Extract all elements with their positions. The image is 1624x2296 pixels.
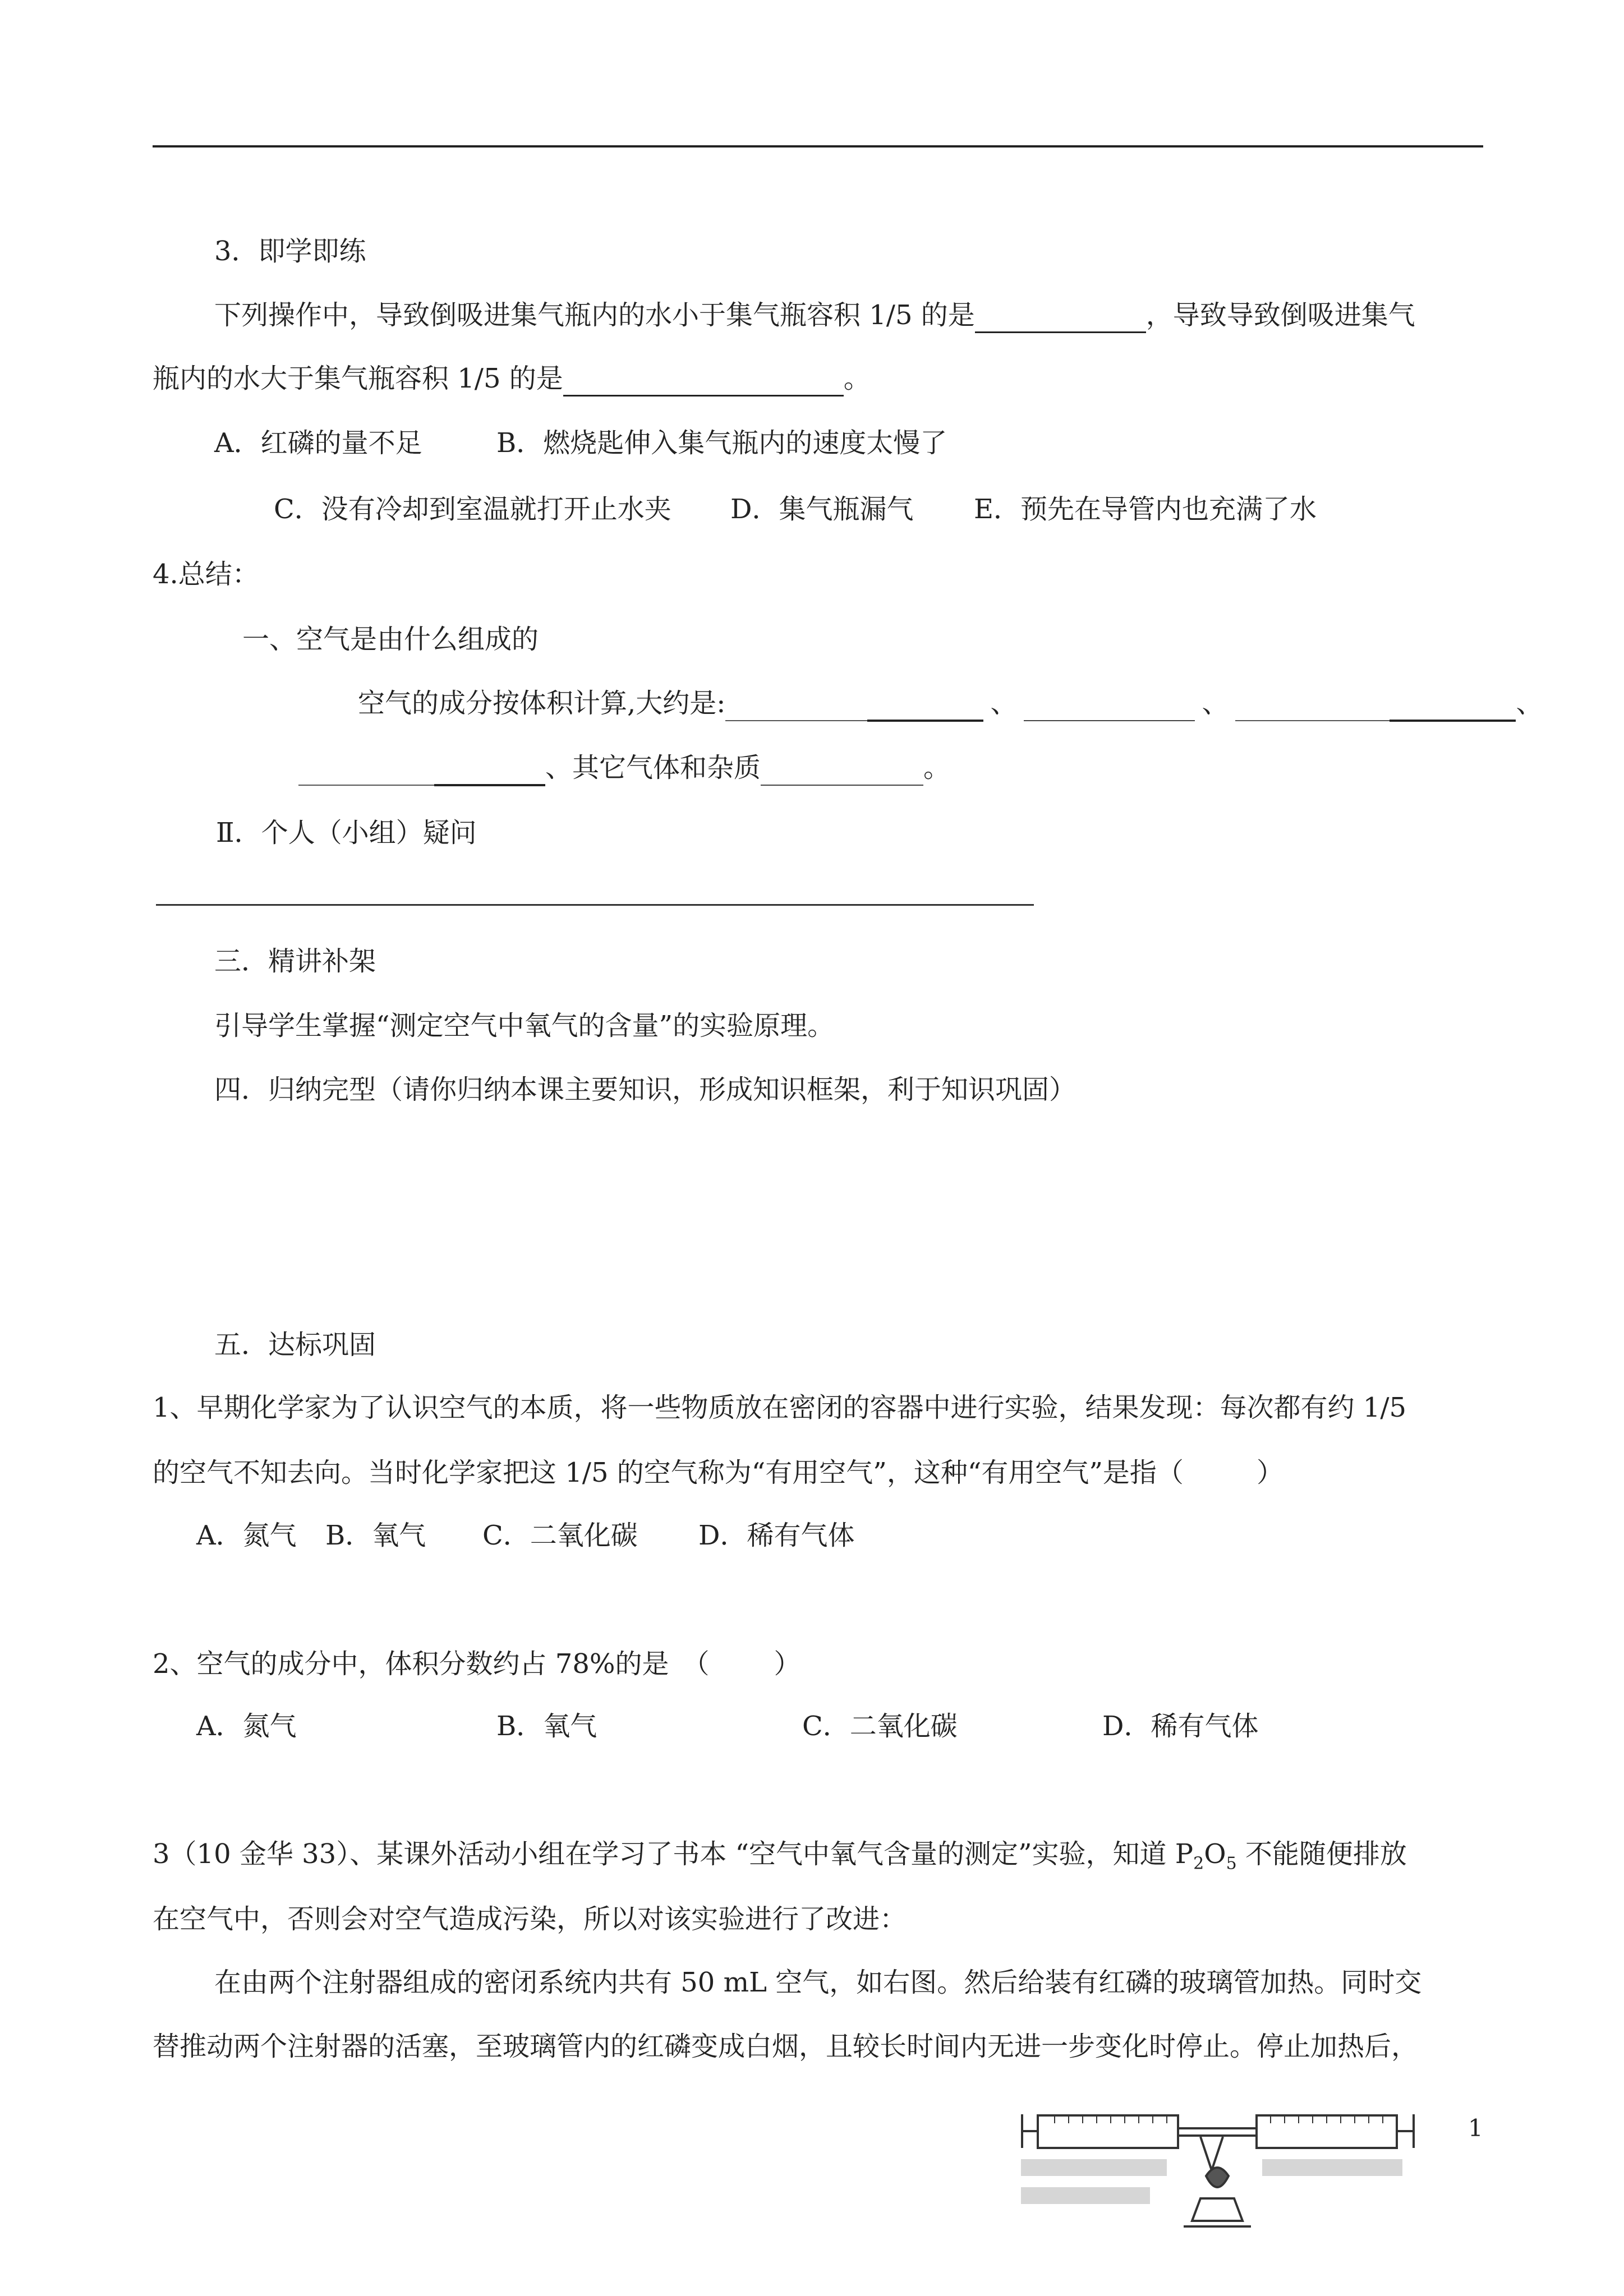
q3-subscript-2: 5 bbox=[1226, 1854, 1237, 1874]
section-3-option-c: C．没有冷却到室温就打开止水夹 bbox=[274, 494, 671, 525]
q1-option-a: A．氮气 bbox=[196, 1520, 297, 1551]
section-4-fill-line2 bbox=[298, 750, 950, 786]
answer-blank-7[interactable] bbox=[761, 757, 923, 786]
q3-line4: 替推动两个注射器的活塞，至玻璃管内的红磷变成白烟，且较长时间内无进一步变化时停止。停止加热后， bbox=[153, 2031, 1419, 2062]
section-si-heading: 四．归纳完型（请你归纳本课主要知识，形成知识框架，利于知识巩固） bbox=[214, 1074, 1076, 1105]
section-3-question-line1 bbox=[214, 297, 1415, 333]
answer-blank-3[interactable] bbox=[725, 692, 983, 721]
q1-line2 bbox=[153, 1455, 1283, 1491]
q1-text-end: ） bbox=[1256, 1457, 1283, 1488]
q1-line1: 1、早期化学家为了认识空气的本质，将一些物质放在密闭的容器中进行实验，结果发现：每次都有约 1/5 bbox=[153, 1392, 1407, 1423]
q2-option-a: A．氮气 bbox=[196, 1711, 297, 1742]
q3-subscript-1: 2 bbox=[1193, 1854, 1204, 1874]
section-wu-heading: 五．达标巩固 bbox=[214, 1329, 376, 1361]
q3-line2: 在空气中，否则会对空气造成污染，所以对该实验进行了改进： bbox=[153, 1903, 907, 1935]
q3-line1 bbox=[153, 1836, 1407, 1882]
section-4-subheading: 一、空气是由什么组成的 bbox=[242, 624, 539, 655]
separator: 、 bbox=[1202, 688, 1229, 719]
page-number: 1 bbox=[1468, 2114, 1483, 2142]
fill-text: 。 bbox=[923, 752, 951, 783]
q1-text: 的空气不知去向。当时化学家把这 1/5 的空气称为“有用空气”，这种“有用空气”是指（ bbox=[153, 1457, 1184, 1488]
section-3-option-e: E．预先在导管内也充满了水 bbox=[974, 494, 1317, 525]
fill-text: 、其它气体和杂质 bbox=[545, 752, 761, 783]
section-3-question-line2 bbox=[153, 361, 871, 397]
q3-text: 3（10 金华 33）、某课外活动小组在学习了书本 “空气中氧气含量的测定”实验，知道 P bbox=[153, 1838, 1194, 1870]
answer-blank-4[interactable] bbox=[1024, 692, 1195, 721]
separator: 、 bbox=[1516, 688, 1543, 719]
question-text: 瓶内的水大于集气瓶容积 1/5 的是 bbox=[153, 363, 563, 394]
section-3-option-b: B．燃烧匙伸入集气瓶内的速度太慢了 bbox=[496, 427, 947, 459]
q3-line3: 在由两个注射器组成的密闭系统内共有 50 mL 空气，如右图。然后给装有红磷的玻璃管加热。同时交 bbox=[214, 1967, 1422, 1998]
answer-blank-6[interactable] bbox=[298, 757, 545, 786]
q3-text: 不能随便排放 bbox=[1236, 1838, 1407, 1870]
q2-line bbox=[153, 1646, 801, 1682]
answer-blank-5[interactable] bbox=[1235, 692, 1516, 721]
section-san-heading: 三．精讲补架 bbox=[214, 946, 376, 977]
section-3-heading: 3．即学即练 bbox=[214, 236, 366, 267]
fill-text: 空气的成分按体积计算,大约是: bbox=[358, 688, 726, 719]
q2-option-c: C．二氧化碳 bbox=[802, 1711, 958, 1742]
section-4-fill-line1 bbox=[358, 685, 1543, 721]
q1-option-b: B．氧气 bbox=[325, 1520, 426, 1551]
section-4-heading: 4.总结： bbox=[153, 559, 259, 590]
question-text: 下列操作中，导致倒吸进集气瓶内的水小于集气瓶容积 1/5 的是 bbox=[214, 299, 975, 331]
answer-blank-1[interactable] bbox=[975, 303, 1146, 333]
q2-option-d: D．稀有气体 bbox=[1102, 1711, 1259, 1742]
q1-option-c: C．二氧化碳 bbox=[482, 1520, 638, 1551]
question-text: ，导致导致倒吸进集气 bbox=[1145, 299, 1415, 331]
separator: 、 bbox=[990, 688, 1018, 719]
questions-heading: Ⅱ．个人（小组）疑问 bbox=[216, 817, 477, 849]
answer-blank-2[interactable] bbox=[563, 367, 844, 397]
section-3-option-d: D．集气瓶漏气 bbox=[730, 494, 914, 525]
q2-text-end: ） bbox=[774, 1648, 801, 1680]
syringe-apparatus-figure bbox=[1021, 2075, 1425, 2288]
section-san-text: 引导学生掌握“测定空气中氧气的含量”的实验原理。 bbox=[214, 1010, 835, 1041]
q1-option-d: D．稀有气体 bbox=[698, 1520, 855, 1551]
section-3-option-a: A．红磷的量不足 bbox=[214, 427, 422, 459]
q2-option-b: B．氧气 bbox=[496, 1711, 597, 1742]
q2-text: 2、空气的成分中，体积分数约占 78%的是 （ bbox=[153, 1648, 710, 1680]
answer-line[interactable] bbox=[156, 904, 1034, 906]
q3-text: O bbox=[1204, 1838, 1226, 1870]
header-rule bbox=[153, 145, 1483, 147]
question-text: 。 bbox=[843, 363, 871, 394]
